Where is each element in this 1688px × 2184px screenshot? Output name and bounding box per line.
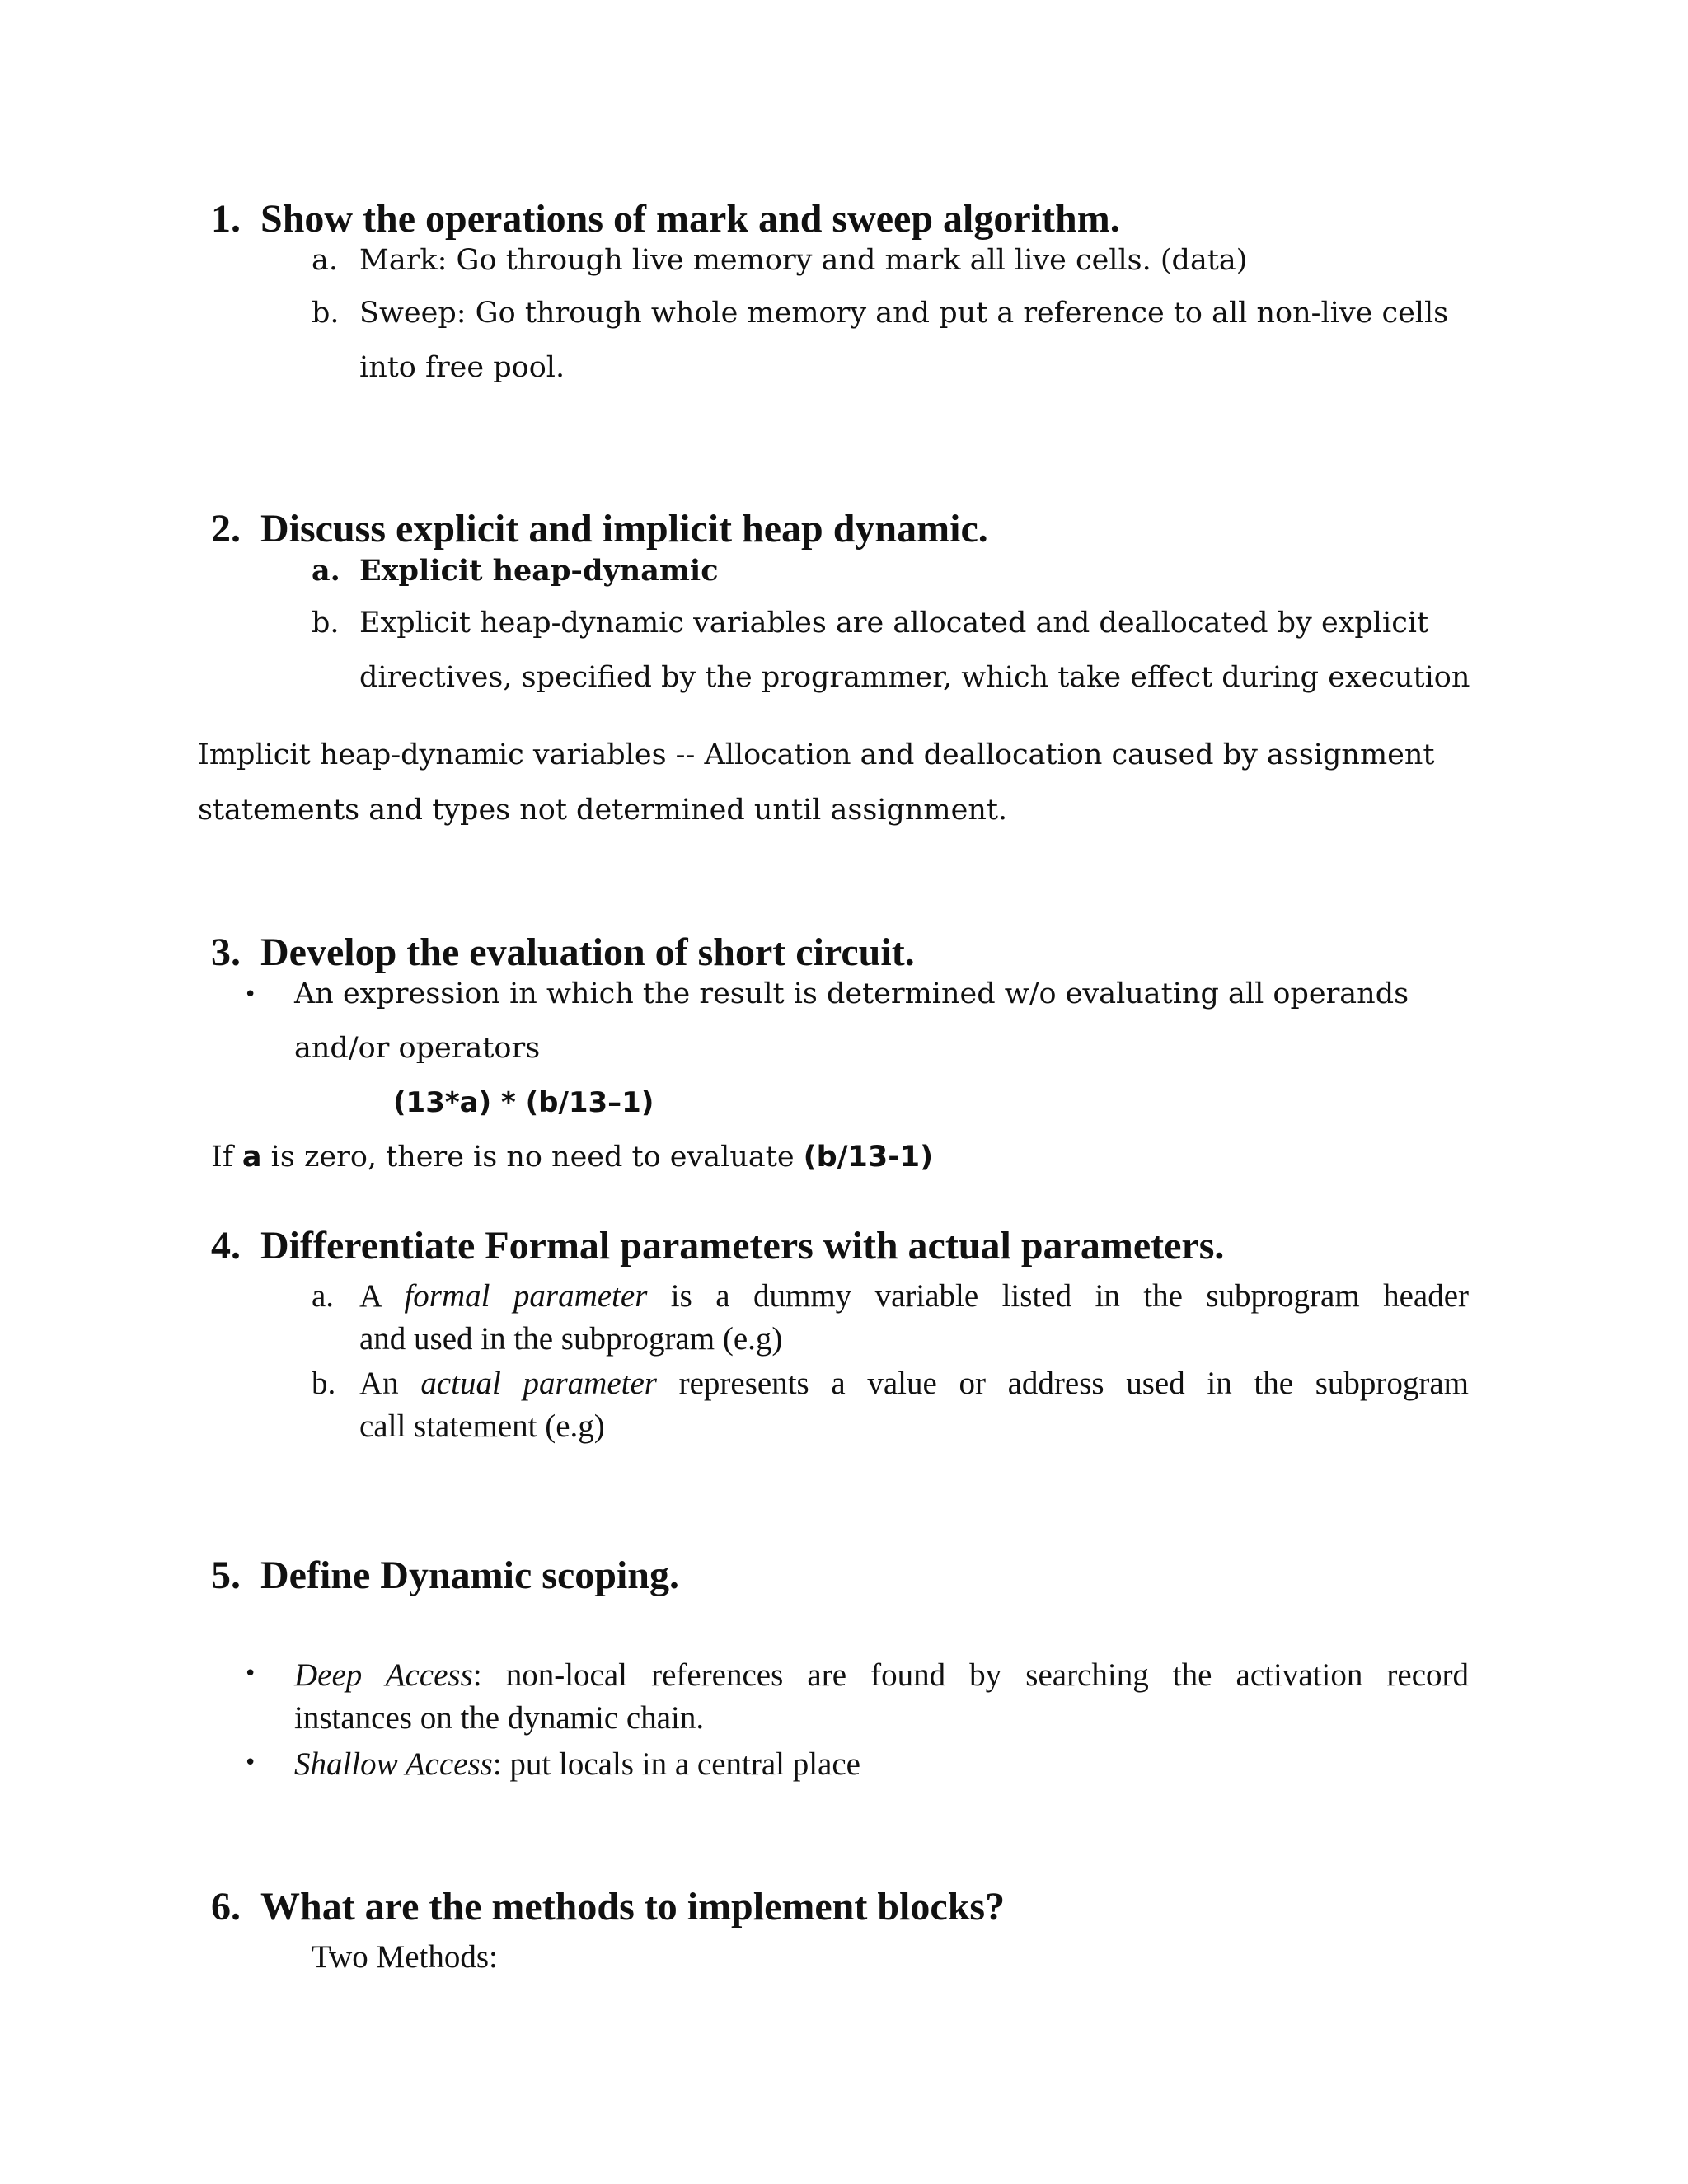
q4-item-b-rest: represents a value or address used in the subprogram <box>656 1366 1469 1401</box>
q4-item-b-pre: An <box>359 1366 421 1401</box>
q3-code-expression: (13*a) * (b/13–1) <box>393 1086 654 1119</box>
q2-item-b-marker: b. <box>312 607 340 640</box>
q3-note <box>211 1141 933 1174</box>
q3-bullet-mark: • <box>244 982 257 1007</box>
q5-title: Define Dynamic scoping. <box>260 1554 679 1597</box>
q6-title: What are the methods to implement blocks? <box>260 1885 1006 1929</box>
q4-item-a-rest: is a dummy variable listed in the subprogram header <box>647 1278 1469 1314</box>
q1-heading <box>211 196 1120 241</box>
q2-item-a-text: Explicit heap-dynamic <box>359 554 719 588</box>
q5-deep-access-term: Deep Access <box>294 1657 473 1693</box>
q4-item-a-line2: and used in the subprogram (e.g) <box>359 1321 783 1357</box>
q6-subtext: Two Methods: <box>312 1939 498 1975</box>
q3-bullet-line1: An expression in which the result is determined w/o evaluating all operands <box>294 977 1409 1010</box>
q2-heading <box>211 506 988 551</box>
q2-item-b-line1: Explicit heap-dynamic variables are allocated and deallocated by explicit <box>359 607 1429 640</box>
q4-item-b-line2: call statement (e.g) <box>359 1408 605 1444</box>
q2-item-a-marker: a. <box>312 554 340 588</box>
q5-deep-access-line2: instances on the dynamic chain. <box>294 1700 705 1736</box>
q4-item-b-marker: b. <box>312 1366 336 1401</box>
q5-bullet-deep: • <box>244 1661 257 1686</box>
q4-title: Differentiate Formal parameters with actual parameters. <box>260 1224 1225 1268</box>
q2-paragraph-line1: Implicit heap-dynamic variables -- Allocation and deallocation caused by assignment <box>198 738 1435 771</box>
q4-item-a-line1 <box>359 1277 1469 1315</box>
q5-shallow-access <box>294 1746 860 1783</box>
q4-item-a-marker: a. <box>312 1278 335 1314</box>
q5-number: 5. <box>211 1554 241 1597</box>
q1-item-a-marker: a. <box>312 244 338 277</box>
q5-shallow-access-rest: : put locals in a central place <box>492 1746 860 1782</box>
q3-title: Develop the evaluation of short circuit. <box>260 930 915 974</box>
q4-heading <box>211 1223 1224 1268</box>
q2-title: Discuss explicit and implicit heap dynamic. <box>260 507 988 551</box>
q5-heading <box>211 1553 679 1598</box>
q3-heading <box>211 930 915 975</box>
q4-number: 4. <box>211 1224 241 1268</box>
q6-number: 6. <box>211 1885 241 1929</box>
q3-note-mid: is zero, there is no need to evaluate <box>261 1141 804 1174</box>
q4-item-a-pre: A <box>359 1278 405 1314</box>
q4-item-b-line1 <box>359 1365 1469 1402</box>
q2-paragraph-line2: statements and types not determined until assignment. <box>198 794 1008 827</box>
q1-item-b-line2: into free pool. <box>359 351 565 384</box>
q1-item-a-text: Mark: Go through live memory and mark all live cells. (data) <box>359 244 1248 277</box>
q5-deep-access-rest: : non-local references are found by searching the activation record <box>472 1657 1470 1693</box>
q1-number: 1. <box>211 197 241 241</box>
q3-note-expr: (b/13-1) <box>803 1141 934 1174</box>
q4-formal-parameter-term: formal parameter <box>404 1278 648 1314</box>
q1-item-b-marker: b. <box>312 297 340 330</box>
q4-actual-parameter-term: actual parameter <box>420 1366 657 1401</box>
q2-item-b-line2: directives, specified by the programmer, which take effect during execution <box>359 661 1470 694</box>
q6-heading <box>211 1884 1005 1929</box>
q5-shallow-access-term: Shallow Access <box>294 1746 493 1782</box>
q3-note-var: a <box>241 1141 262 1174</box>
q5-bullet-shallow: • <box>244 1750 257 1775</box>
q3-bullet-line2: and/or operators <box>294 1032 541 1065</box>
q3-number: 3. <box>211 930 241 974</box>
q3-note-prefix: If <box>211 1141 242 1174</box>
q5-deep-access-line1 <box>294 1657 1469 1694</box>
q1-item-b-line1: Sweep: Go through whole memory and put a reference to all non-live cells <box>359 297 1449 330</box>
q1-title: Show the operations of mark and sweep algorithm. <box>260 197 1120 241</box>
q2-number: 2. <box>211 507 241 551</box>
